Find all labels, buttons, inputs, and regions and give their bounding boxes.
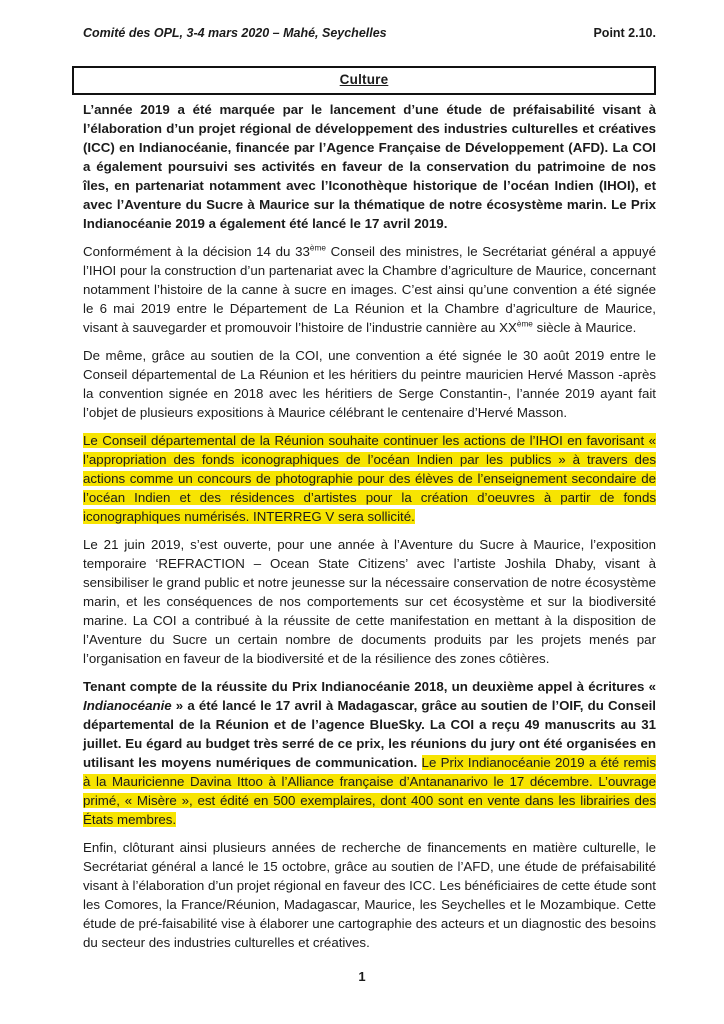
text-run: siècle à Maurice. (532, 320, 637, 335)
text-run: Indianocéanie (83, 698, 172, 713)
text-run: ème (516, 319, 533, 329)
paragraph (83, 535, 656, 668)
paragraph (83, 838, 656, 952)
paragraph (83, 677, 656, 829)
document-body (83, 100, 656, 961)
text-run: ème (309, 243, 326, 253)
header-point-number: Point 2.10. (593, 26, 656, 40)
paragraph (83, 100, 656, 233)
header-meeting-info: Comité des OPL, 3-4 mars 2020 – Mahé, Seychelles (83, 26, 387, 40)
highlighted-text-run: Le Conseil départemental de la Réunion souhaite continuer les actions de l’IHOI en favorisant « l’appropriation des fonds iconographiques de l’océan Indien par les publics » à travers des actions comme un concours de photographie pour des élèves de l’enseignement secondaire de l’océan Indien et des résidences d’artistes pour la création d’oeuvres à partir de fonds iconographiques numérisés. INTERREG V sera sollicité. (83, 433, 656, 524)
text-run: » a été lancé le 17 avril à Madagascar, grâce au soutien de l’OIF, du Conseil départemental de la Réunion et de l’agence BlueSky. La COI a reçu 49 manuscrits au 31 juillet. Eu égard au budget très serré de ce prix, les réunions du jury ont été organisées en utilisant les moyens numériques de communication. (83, 698, 656, 770)
page-number: 1 (358, 969, 366, 984)
paragraph (83, 346, 656, 422)
text-run: Conformément à la décision 14 du 33 (83, 244, 310, 259)
paragraph (83, 431, 656, 526)
text-run: Conseil des ministres, le Secrétariat général a appuyé l’IHOI pour la construction d’un partenariat avec la Chambre d’agriculture de Maurice, concernant notamment l’histoire de la canne à sucre en images. C’est ainsi qu’une convention a été signée le 6 mai 2019 entre le Département de La Réunion et la Chambre d’agriculture de Maurice, visant à sauvegarder et promouvoir l’histoire de l’industrie cannière au XX (83, 244, 657, 335)
text-run: Enfin, clôturant ainsi plusieurs années de recherche de financements en matière culturelle, le Secrétariat général a lancé le 15 octobre, grâce au soutien de l’AFD, une étude de préfaisabilité visant à l’élaboration d’un projet régional en faveur des ICC. Les bénéficiaires de cette étude sont les Comores, la France/Réunion, Madagascar, Maurice, les Seychelles et le Mozambique. Cette étude de pré-faisabilité vise à élaborer une cartographie des acteurs et un diagnostic des besoins du secteur des industries culturelles et créatives. (83, 840, 656, 950)
text-run: Tenant compte de la réussite du Prix Indianocéanie 2018, un deuxième appel à écritures « (83, 679, 656, 694)
section-title: Culture (339, 72, 389, 87)
text-run: De même, grâce au soutien de la COI, une convention a été signée le 30 août 2019 entre le Conseil départemental de La Réunion et les héritiers du peintre mauricien Hervé Masson -après la convention signée en 2018 avec les héritiers de Serge Constantin-, l’année 2019 ayant fait l’objet de plusieurs expositions à Maurice célébrant le centenaire d’Hervé Masson. (83, 348, 656, 420)
text-run: Le 21 juin 2019, s’est ouverte, pour une année à l’Aventure du Sucre à Maurice, l’exposition temporaire ‘REFRACTION – Ocean State Citizens’ avec l’artiste Joshila Dhaby, visant à sensibiliser le grand public et notre jeunesse sur la nécessaire conservation de notre écosystème marin, et les conséquences de nos comportements sur cet écosystème et sur la biodiversité marine. La COI a contribué à la réussite de cette manifestation en mettant à la disposition de l’Aventure du Sucre un certain nombre de documents produits par les projets menés par l’organisation en faveur de la biodiversité et de la résilience des zones côtières. (83, 537, 656, 666)
paragraph (83, 242, 656, 337)
highlighted-text-run: Le Prix Indianocéanie 2019 a été remis à la Mauricienne Davina Ittoo à l’Alliance française d’Antananarivo le 17 décembre. L’ouvrage primé, « Misère », est édité en 500 exemplaires, dont 400 sont en vente dans les librairies des États membres. (83, 755, 656, 827)
text-run: L’année 2019 a été marquée par le lancement d’une étude de préfaisabilité visant à l’élaboration d’un projet régional de développement des industries culturelles et créatives (ICC) en Indianocéanie, financée par l’Agence Française de Développement (AFD). La COI a également poursuivi ses activités en faveur de la conservation du patrimoine de nos îles, en partenariat notamment avec l’Iconothèque historique de l’océan Indien (IHOI), et avec l’Aventure du Sucre à Maurice sur la thématique de notre écosystème marin. Le Prix Indianocéanie 2019 a également été lancé le 17 avril 2019. (83, 102, 656, 231)
page-header (83, 26, 656, 40)
section-title-box (72, 66, 656, 95)
